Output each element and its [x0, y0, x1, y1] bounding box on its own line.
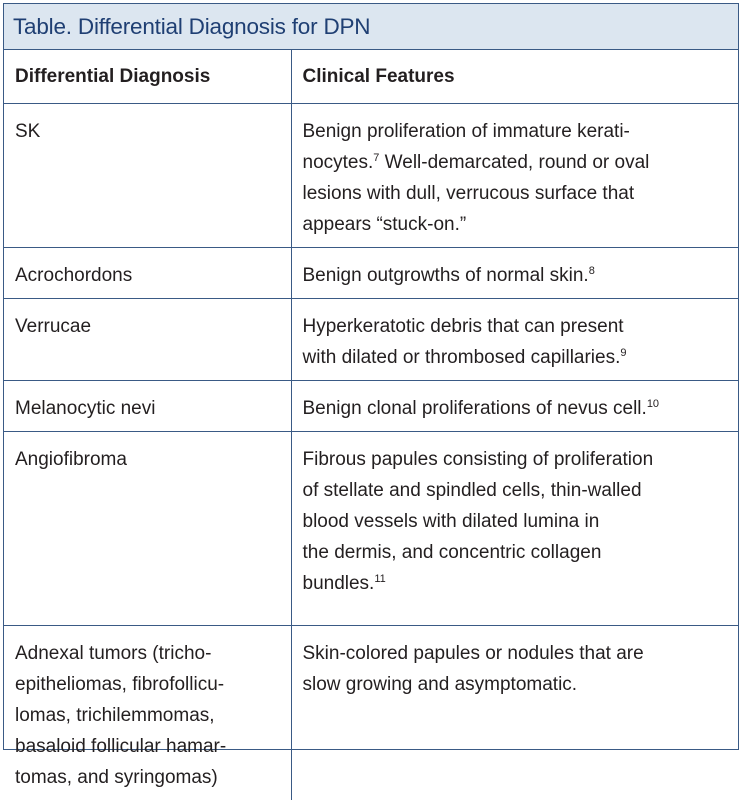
features-cell [291, 431, 738, 625]
features-text: nocytes. [302, 151, 374, 173]
features-text: Benign proliferation of immature kerati- [302, 120, 630, 142]
table-row [4, 431, 738, 625]
diagnosis-name: Adnexal tumors (tricho- [15, 642, 212, 664]
features-cell [291, 380, 738, 431]
diagnosis-name: SK [15, 120, 41, 142]
reference-number: 11 [374, 572, 386, 585]
features-text: blood vessels with dilated lumina in [302, 510, 600, 532]
features-cell [291, 103, 738, 247]
features-text: of stellate and spindled cells, thin-walled [302, 479, 642, 501]
header-differential-diagnosis: Differential Diagnosis [4, 50, 291, 103]
table-title: Table. Differential Diagnosis for DPN [13, 13, 371, 39]
features-text: Well-demarcated, round or oval [384, 151, 650, 173]
reference-number: 8 [588, 264, 595, 277]
features-text: with dilated or thrombosed capillaries. [302, 346, 621, 368]
diagnosis-cell [4, 380, 291, 431]
features-text: lesions with dull, verrucous surface that [302, 182, 635, 204]
features-cell [291, 625, 738, 800]
table-row [4, 298, 738, 380]
features-text: slow growing and asymptomatic. [302, 673, 578, 695]
table-title-bar [4, 4, 738, 50]
table-row [4, 380, 738, 431]
diagnosis-name: lomas, trichilemmomas, [15, 704, 215, 726]
reference-number: 7 [373, 151, 380, 164]
diagnosis-table [4, 50, 738, 800]
features-text: Hyperkeratotic debris that can present [302, 315, 624, 337]
diagnosis-cell [4, 103, 291, 247]
features-text: appears “stuck-on.” [302, 213, 467, 235]
diagnosis-name: Melanocytic nevi [15, 397, 156, 419]
diagnosis-cell [4, 247, 291, 298]
table-row [4, 625, 738, 800]
diagnosis-name: tomas, and syringomas) [15, 766, 218, 788]
differential-diagnosis-table [3, 3, 739, 788]
features-cell [291, 247, 738, 298]
features-text: the dermis, and concentric collagen [302, 541, 602, 563]
table-row [4, 103, 738, 247]
features-text: bundles. [302, 572, 375, 594]
header-row [4, 50, 738, 103]
features-text: Benign clonal proliferations of nevus cell. [302, 397, 647, 419]
diagnosis-cell [4, 625, 291, 800]
diagnosis-name: epitheliomas, fibrofollicu- [15, 673, 225, 695]
reference-number: 9 [620, 346, 627, 359]
diagnosis-name: Verrucae [15, 315, 92, 337]
diagnosis-cell [4, 298, 291, 380]
header-clinical-features: Clinical Features [291, 50, 738, 103]
diagnosis-cell [4, 431, 291, 625]
diagnosis-name: Acrochordons [15, 264, 133, 286]
reference-number: 10 [646, 397, 660, 410]
diagnosis-name: Angiofibroma [15, 448, 127, 470]
features-text: Benign outgrowths of normal skin. [302, 264, 589, 286]
diagnosis-name: basaloid follicular hamar- [15, 735, 227, 757]
features-text: Skin-colored papules or nodules that are [302, 642, 644, 664]
table-row [4, 247, 738, 298]
features-text: Fibrous papules consisting of proliferation [302, 448, 654, 470]
features-cell [291, 298, 738, 380]
